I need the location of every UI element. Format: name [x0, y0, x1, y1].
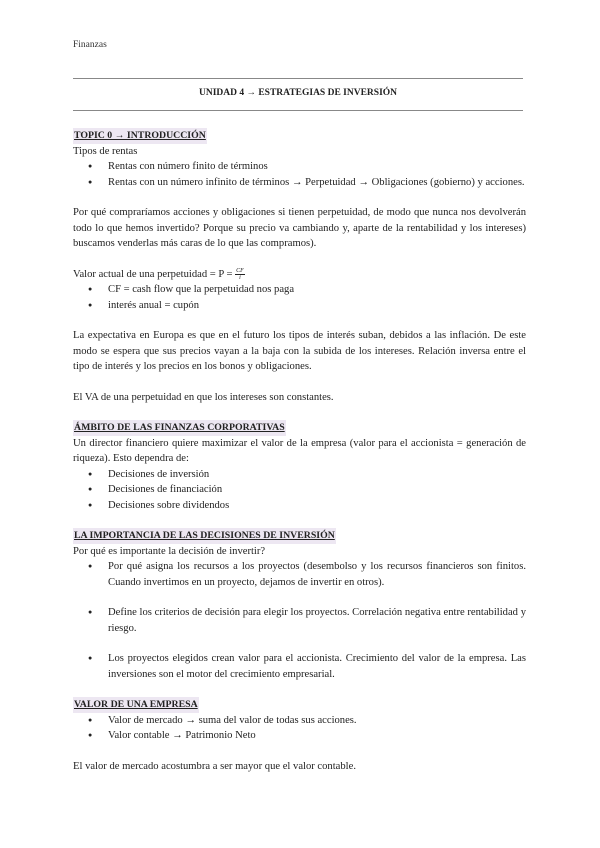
list-item: ● Valor contable → Patrimonio Neto — [73, 728, 526, 744]
section-title-valor: VALOR DE UNA EMPRESA — [73, 697, 199, 713]
list-item: ● Decisiones sobre dividendos — [73, 498, 526, 514]
list-item: ● Los proyectos elegidos crean valor para el accionista. Crecimiento del valor de la empresa. Las inversiones son el motor del crecimiento empresarial. — [73, 651, 526, 682]
valor-list — [73, 713, 526, 744]
formula-fraction — [235, 268, 245, 281]
list-item: ● Define los criterios de decisión para elegir los proyectos. Correlación negativa entre rentabilidad y riesgo. — [73, 605, 526, 636]
list-item: ● Decisiones de financiación — [73, 482, 526, 498]
rentas-list — [73, 159, 526, 190]
formula-label: Valor actual de una perpetuidad = P = — [73, 268, 236, 280]
top-divider — [73, 78, 523, 79]
decisiones-list — [73, 467, 526, 514]
list-item: ● CF = cash flow que la perpetuidad nos paga — [73, 282, 526, 298]
list-item: ● Rentas con número finito de términos — [73, 159, 526, 175]
list-item: ● Valor de mercado → suma del valor de todas sus acciones. — [73, 713, 526, 729]
paragraph-director: Un director financiero quiere maximizar el valor de la empresa (valor para el accionista = generación de riqueza). Esto dependra de: — [73, 437, 526, 464]
paragraph-va: El VA de una perpetuidad en que los intereses son constantes. — [73, 391, 334, 403]
section-title-importancia: LA IMPORTANCIA DE LAS DECISIONES DE INVERSIÓN — [73, 528, 336, 544]
list-item: ● Decisiones de inversión — [73, 467, 526, 483]
formula-line — [73, 267, 526, 283]
formula-numerator: CF — [236, 267, 244, 274]
formula-denominator: i — [239, 274, 241, 281]
list-item: ● interés anual = cupón — [73, 298, 526, 314]
list-item: ● Por qué asigna los recursos a los proyectos (desembolso y los recursos financieros son finitos. Cuando invertimos en un proyecto, dejamos de invertir en otros). — [73, 559, 526, 590]
section-title-topic0: TOPIC 0 → INTRODUCCIÓN — [73, 128, 207, 144]
paragraph-valor-mercado: El valor de mercado acostumbra a ser mayor que el valor contable. — [73, 760, 356, 772]
unit-title: UNIDAD 4 → ESTRATEGIAS DE INVERSIÓN — [198, 88, 398, 98]
rentas-intro: Tipos de rentas — [73, 145, 138, 157]
paragraph-perpetuidad: Por qué compraríamos acciones y obligaciones si tienen perpetuidad, de modo que nunca nos devolverán todo lo que hemos invertido? Porque su precio va cambiando y, aparte de la rentabilidad y los intereses) buscamos venderlas más caras de lo que las compramos). — [73, 207, 526, 249]
paragraph-expectativa: La expectativa en Europa es que en el futuro los tipos de interés suban, debidos a las inflación. De este modo se espera que sus precios vayan a la baja con la subida de los intereses. Relación inversa entre el tipo de interés y los precios en los bonos y obligaciones. — [73, 330, 526, 372]
list-item: ● Rentas con un número infinito de términos → Perpetuidad → Obligaciones (gobierno) y acciones. — [73, 175, 526, 191]
importancia-list — [73, 559, 526, 682]
formula-list — [73, 282, 526, 313]
importancia-intro: Por qué es importante la decisión de invertir? — [73, 545, 266, 557]
section-title-ambito: ÁMBITO DE LAS FINANZAS CORPORATIVAS — [73, 420, 286, 436]
bottom-divider — [73, 110, 523, 111]
document-body — [73, 128, 526, 774]
page-header: Finanzas — [73, 40, 107, 50]
